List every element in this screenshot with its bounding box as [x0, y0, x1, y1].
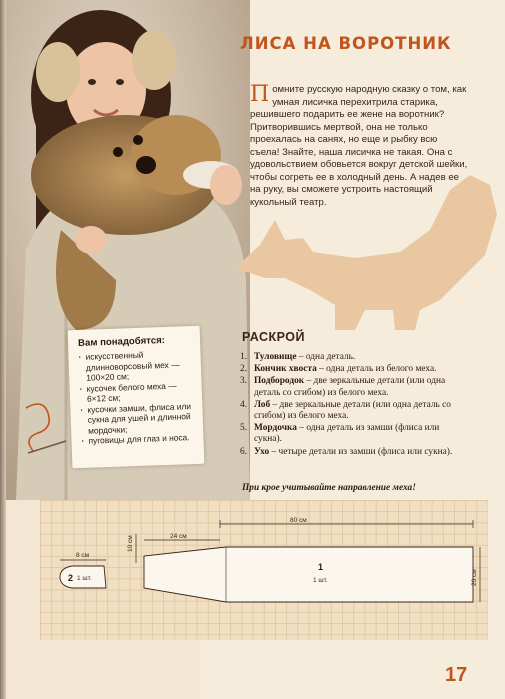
- materials-item: · кусочки замши, флиса или сукна для ушей и длинной мордочки;: [80, 400, 195, 435]
- part-description: – две зеркальные детали (или одна деталь со сгибом) из белого меха.: [254, 376, 446, 398]
- part2-number: 2: [68, 573, 74, 583]
- part-name: Кончик хвоста: [254, 364, 317, 375]
- needle-thread-icon: [18, 393, 68, 463]
- part-item: [240, 447, 465, 458]
- page-number: 17: [445, 664, 468, 686]
- part-number: 4.: [240, 399, 248, 410]
- cutting-heading: РАСКРОЙ: [242, 330, 305, 344]
- materials-item: · искусственный длинноворсовый мех — 100×20 см;: [78, 348, 193, 383]
- part-name: Туловище: [254, 352, 297, 362]
- part1-number: 1: [318, 562, 324, 572]
- part-description: – одна деталь из замши (флиса или сукна).: [254, 423, 440, 445]
- part-item: [240, 423, 465, 445]
- materials-item: · пуговицы для глаз и носа.: [81, 432, 195, 446]
- materials-header: Вам понадобятся:: [77, 334, 166, 349]
- dim-width-label: 20 см: [471, 569, 478, 586]
- part-item: [240, 376, 465, 398]
- part-item: [240, 400, 465, 422]
- dim-tip-height-label: 10 см: [127, 535, 134, 552]
- part2-quantity: 1 шт.: [77, 575, 92, 582]
- part-item: [240, 364, 465, 375]
- part-item: [240, 352, 465, 363]
- part1-quantity: 1 шт.: [313, 577, 328, 584]
- dim-taper-label: 24 см: [170, 533, 187, 540]
- part-number: 5.: [240, 423, 248, 434]
- materials-list: [78, 348, 195, 446]
- pattern-diagram: [40, 500, 488, 640]
- part-description: – одна деталь.: [296, 352, 356, 362]
- intro-paragraph: [250, 84, 468, 209]
- dim-total-label: 80 см: [290, 517, 307, 524]
- materials-item: · кусочек белого меха — 6×12 см;: [79, 379, 194, 404]
- part-description: – две зеркальные детали (или одна деталь со сгибом) из белого меха.: [254, 399, 451, 422]
- part-number: 6.: [240, 446, 248, 457]
- fur-direction-note: При крое учитывайте направление меха!: [242, 483, 416, 493]
- part-description: – одна деталь из белого меха.: [316, 364, 437, 375]
- part-name: Ухо: [254, 446, 270, 457]
- part-description: – четыре детали из замши (флиса или сукна).: [269, 446, 453, 457]
- parts-list: [240, 352, 465, 459]
- part-name: Мордочка: [254, 423, 297, 434]
- materials-card: [68, 326, 205, 469]
- drop-cap: П: [250, 82, 270, 107]
- part-number: 3.: [240, 376, 248, 387]
- part-number: 2.: [240, 364, 248, 375]
- page-binding-shadow: [0, 0, 6, 699]
- dim-tip-length-label: 8 см: [76, 552, 90, 559]
- part-name: Лоб: [254, 399, 271, 410]
- article-title: ЛИСА НА ВОРОТНИК: [240, 34, 452, 53]
- part-number: 1.: [240, 352, 248, 362]
- intro-text: омните русскую народную сказку о том, как умная лисичка перехитрила старика, решившего подарить ее жене на воротник? Притворившись мертвой, она не только проехалась на санях, но еще и рыбку всю съела! Знайте, наша лисичка не такая. Она с удовольствием обовьется вокруг детской шейки, чтобы согреть ее в холодный день. А надев ее на руку, вы сможете устроить настоящий кукольный театр.: [250, 84, 468, 208]
- part-name: Подбородок: [254, 376, 305, 387]
